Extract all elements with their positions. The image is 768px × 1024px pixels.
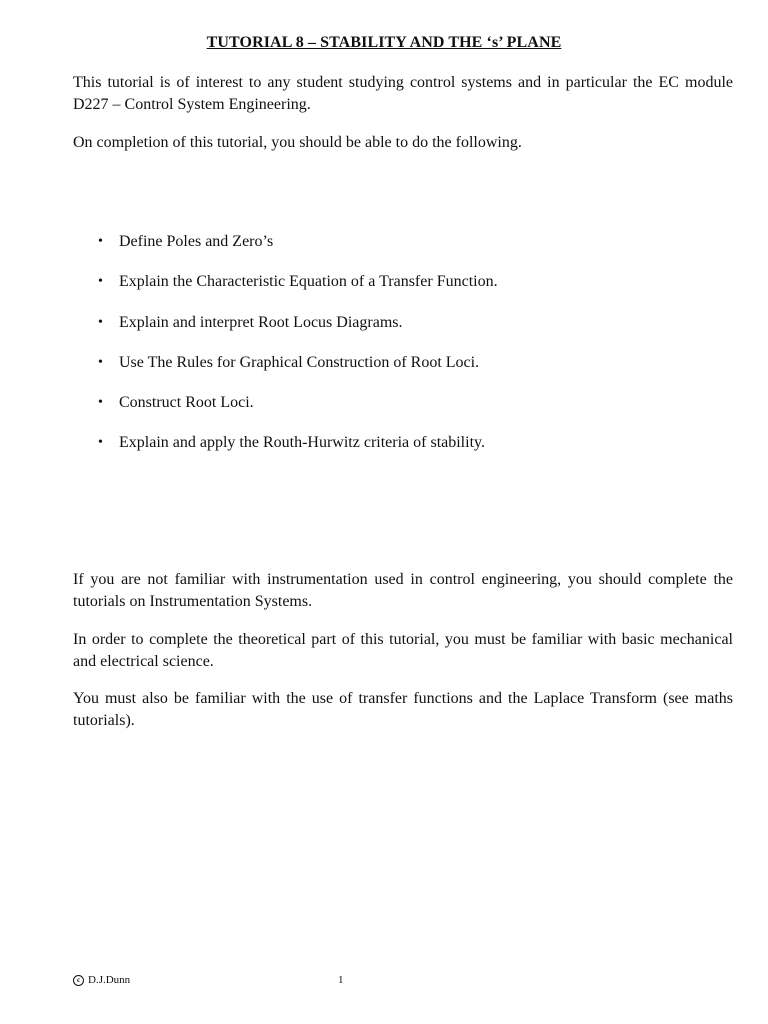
objective-text: Construct Root Loci. bbox=[119, 394, 254, 411]
intro-paragraph: This tutorial is of interest to any student studying control systems and in particular the EC module D227 – Control System Engineering. bbox=[73, 74, 733, 113]
bullet-icon: • bbox=[98, 435, 103, 450]
objective-text: Explain and apply the Routh-Hurwitz criteria of stability. bbox=[119, 434, 485, 451]
objective-text: Explain and interpret Root Locus Diagrams. bbox=[119, 314, 403, 331]
footer-copyright bbox=[73, 974, 130, 986]
prerequisite-laplace-paragraph: You must also be familiar with the use of transfer functions and the Laplace Transform (see maths tutorials). bbox=[73, 690, 733, 729]
page-number: 1 bbox=[338, 974, 344, 986]
bullet-icon: • bbox=[98, 234, 103, 249]
bullet-icon: • bbox=[98, 355, 103, 370]
objective-text: Define Poles and Zero’s bbox=[119, 233, 274, 250]
bullet-icon: • bbox=[98, 315, 103, 330]
objective-text: Use The Rules for Graphical Construction of Root Loci. bbox=[119, 354, 480, 371]
document-title: TUTORIAL 8 – STABILITY AND THE ‘s’ PLANE bbox=[206, 34, 562, 51]
prerequisite-science-paragraph: In order to complete the theoretical part of this tutorial, you must be familiar with basic mechanical and electrical science. bbox=[73, 631, 733, 670]
footer-author: D.J.Dunn bbox=[88, 974, 131, 986]
objectives-lead-paragraph: On completion of this tutorial, you should be able to do the following. bbox=[73, 134, 522, 151]
prerequisite-instrumentation-paragraph: If you are not familiar with instrumentation used in control engineering, you should complete the tutorials on Instrumentation Systems. bbox=[73, 571, 733, 610]
objective-text: Explain the Characteristic Equation of a Transfer Function. bbox=[119, 273, 498, 290]
bullet-icon: • bbox=[98, 395, 103, 410]
copyright-icon: c bbox=[73, 975, 84, 986]
bullet-icon: • bbox=[98, 274, 103, 289]
